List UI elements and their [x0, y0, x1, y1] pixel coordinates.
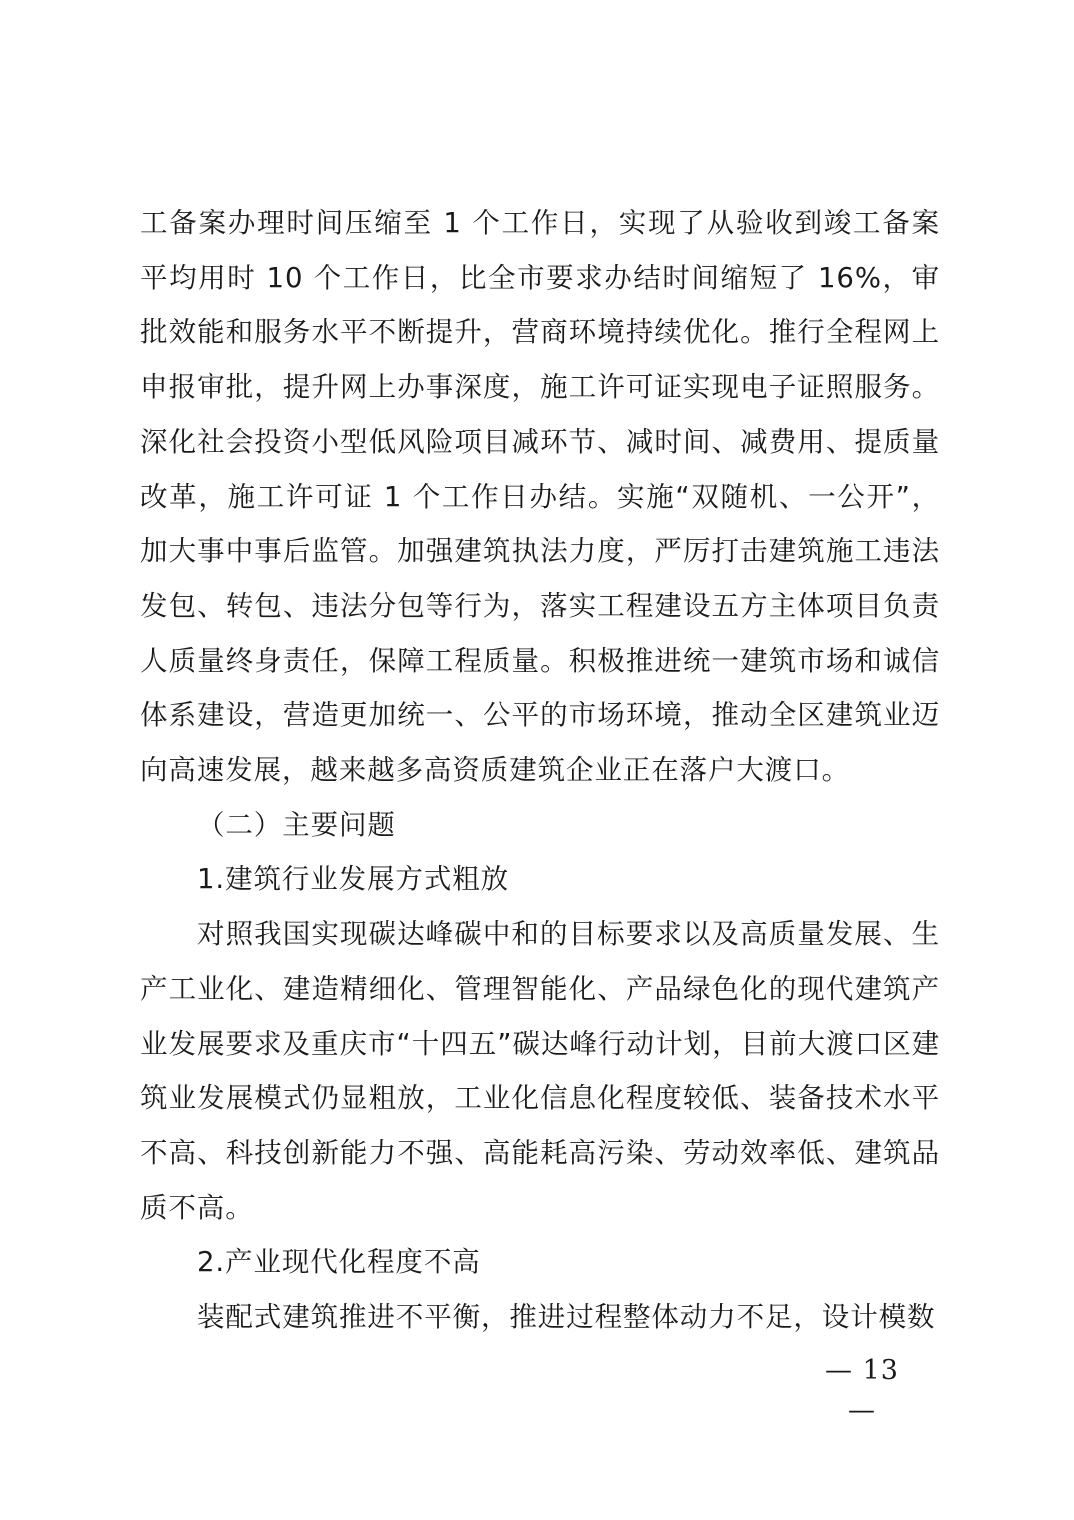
page-body — [140, 196, 940, 1345]
subheading-1: 1.建筑行业发展方式粗放 — [197, 863, 510, 896]
section-heading: （二）主要问题 — [197, 808, 396, 841]
subheading-2: 2.产业现代化程度不高 — [197, 1246, 481, 1279]
body-paragraph-2: 对照我国实现碳达峰碳中和的目标要求以及高质量发展、生产工业化、建造精细化、管理智能化、产品绿色化的现代建筑产业发展要求及重庆市“十四五”碳达峰行动计划，目前大渡口区建筑业发展模式仍显粗放，工业化信息化程度较低、装备技术水平不高、科技创新能力不强、高能耗高污染、劳动效率低、建筑品质不高。 — [140, 918, 940, 1224]
page-number: — 13 — — [825, 1355, 899, 1426]
body-paragraph-1: 工备案办理时间压缩至 1 个工作日，实现了从验收到竣工备案平均用时 10 个工作日，比全市要求办结时间缩短了 16%，审批效能和服务水平不断提升，营商环境持续优化。推行全程网上申报审批，提升网上办事深度，施工许可证实现电子证照服务。深化社会投资小型低风险项目减环节、减时间、减费用、提质量改革，施工许可证 1 个工作日办结。实施“双随机、一公开”，加大事中事后监管。加强建筑执法力度，严厉打击建筑施工违法发包、转包、违法分包等行为，落实工程建设五方主体项目负责人质量终身责任，保障工程质量。积极推进统一建筑市场和诚信体系建设，营造更加统一、公平的市场环境，推动全区建筑业迈向高速发展，越来越多高资质建筑企业正在落户大渡口。 — [140, 207, 940, 787]
body-paragraph-3: 装配式建筑推进不平衡，推进过程整体动力不足，设计模数 — [197, 1301, 936, 1334]
